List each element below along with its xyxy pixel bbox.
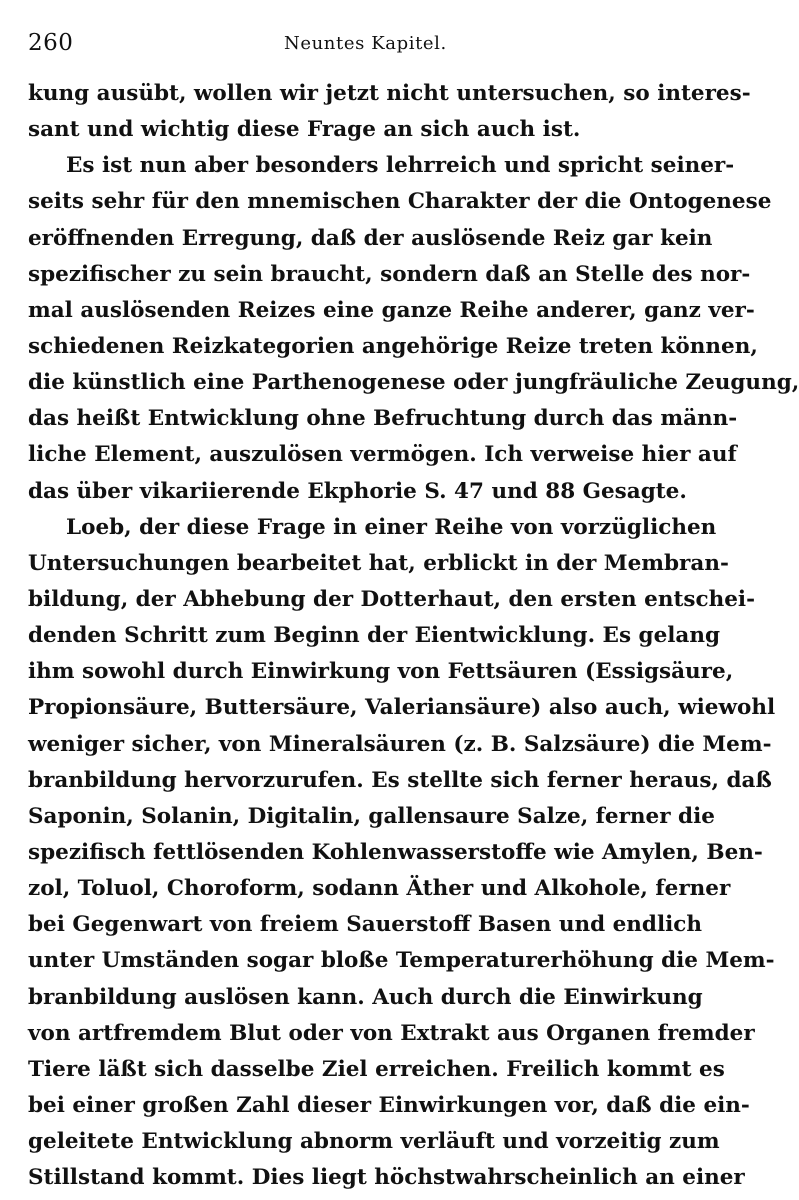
text-line: Untersuchungen bearbeitet hat, erblickt in der Membran- bbox=[28, 550, 729, 576]
text-line: das heißt Entwicklung ohne Befruchtung durch das männ- bbox=[28, 406, 738, 432]
page-number: 260 bbox=[28, 30, 74, 56]
text-line: weniger sicher, von Mineralsäuren (z. B. Salzsäure) die Mem- bbox=[28, 731, 772, 757]
text-line: bildung, der Abhebung der Dotterhaut, den ersten entschei- bbox=[28, 586, 756, 612]
text-line: spezifischer zu sein braucht, sondern daß an Stelle des nor- bbox=[28, 261, 751, 287]
text-line: geleitete Entwicklung abnorm verläuft und vorzeitig zum bbox=[28, 1129, 720, 1155]
text-line: seits sehr für den mnemischen Charakter der die Ontogenese bbox=[28, 189, 772, 215]
page-header bbox=[28, 30, 699, 66]
text-line: das über vikariierende Ekphorie S. 47 und 88 Gesagte. bbox=[28, 478, 687, 504]
text-line: branbildung hervorzurufen. Es stellte sich ferner heraus, daß bbox=[28, 767, 772, 793]
text-line: ihm sowohl durch Einwirkung von Fettsäuren (Essigsäure, bbox=[28, 659, 734, 685]
text-line: branbildung auslösen kann. Auch durch die Einwirkung bbox=[28, 984, 703, 1010]
text-line: Loeb, der diese Frage in einer Reihe von vorzüglichen bbox=[66, 514, 717, 540]
text-line: die künstlich eine Parthenogenese oder jungfräuliche Zeugung, bbox=[28, 370, 799, 396]
text-line: kung ausübt, wollen wir jetzt nicht untersuchen, so interes- bbox=[28, 81, 751, 106]
text-line: bei Gegenwart von freiem Sauerstoff Basen und endlich bbox=[28, 912, 703, 938]
text-line: spezifisch fettlösenden Kohlenwasserstoffe wie Amylen, Ben- bbox=[28, 839, 763, 865]
text-line: schiedenen Reizkategorien angehörige Reize treten können, bbox=[28, 333, 758, 359]
text-line: Tiere läßt sich dasselbe Ziel erreichen. Freilich kommt es bbox=[28, 1056, 725, 1082]
text-line: eröffnenden Erregung, daß der auslösende Reiz gar kein bbox=[28, 225, 713, 251]
body-text bbox=[28, 76, 799, 1196]
text-line: Stillstand kommt. Dies liegt höchstwahrscheinlich an einer bbox=[28, 1165, 745, 1191]
text-line: unter Umständen sogar bloße Temperaturerhöhung die Mem- bbox=[28, 948, 775, 974]
text-line: Propionsäure, Buttersäure, Valeriansäure) also auch, wiewohl bbox=[28, 695, 776, 721]
text-line: sant und wichtig diese Frage an sich auch ist. bbox=[28, 117, 581, 143]
text-line: Saponin, Solanin, Digitalin, gallensaure Salze, ferner die bbox=[28, 803, 715, 829]
text-line: mal auslösenden Reizes eine ganze Reihe anderer, ganz ver- bbox=[28, 297, 755, 323]
running-head: Neuntes Kapitel. bbox=[284, 33, 447, 54]
text-line: Es ist nun aber besonders lehrreich und spricht seiner- bbox=[66, 153, 735, 179]
text-line: zol, Toluol, Choroform, sodann Äther und Alkohole, ferner bbox=[28, 876, 731, 902]
text-line: liche Element, auszulösen vermögen. Ich verweise hier auf bbox=[28, 442, 737, 468]
text-line: denden Schritt zum Beginn der Eientwicklung. Es gelang bbox=[28, 623, 721, 649]
text-line: von artfremdem Blut oder von Extrakt aus Organen fremder bbox=[28, 1020, 755, 1046]
text-line: bei einer großen Zahl dieser Einwirkungen vor, daß die ein- bbox=[28, 1092, 750, 1118]
